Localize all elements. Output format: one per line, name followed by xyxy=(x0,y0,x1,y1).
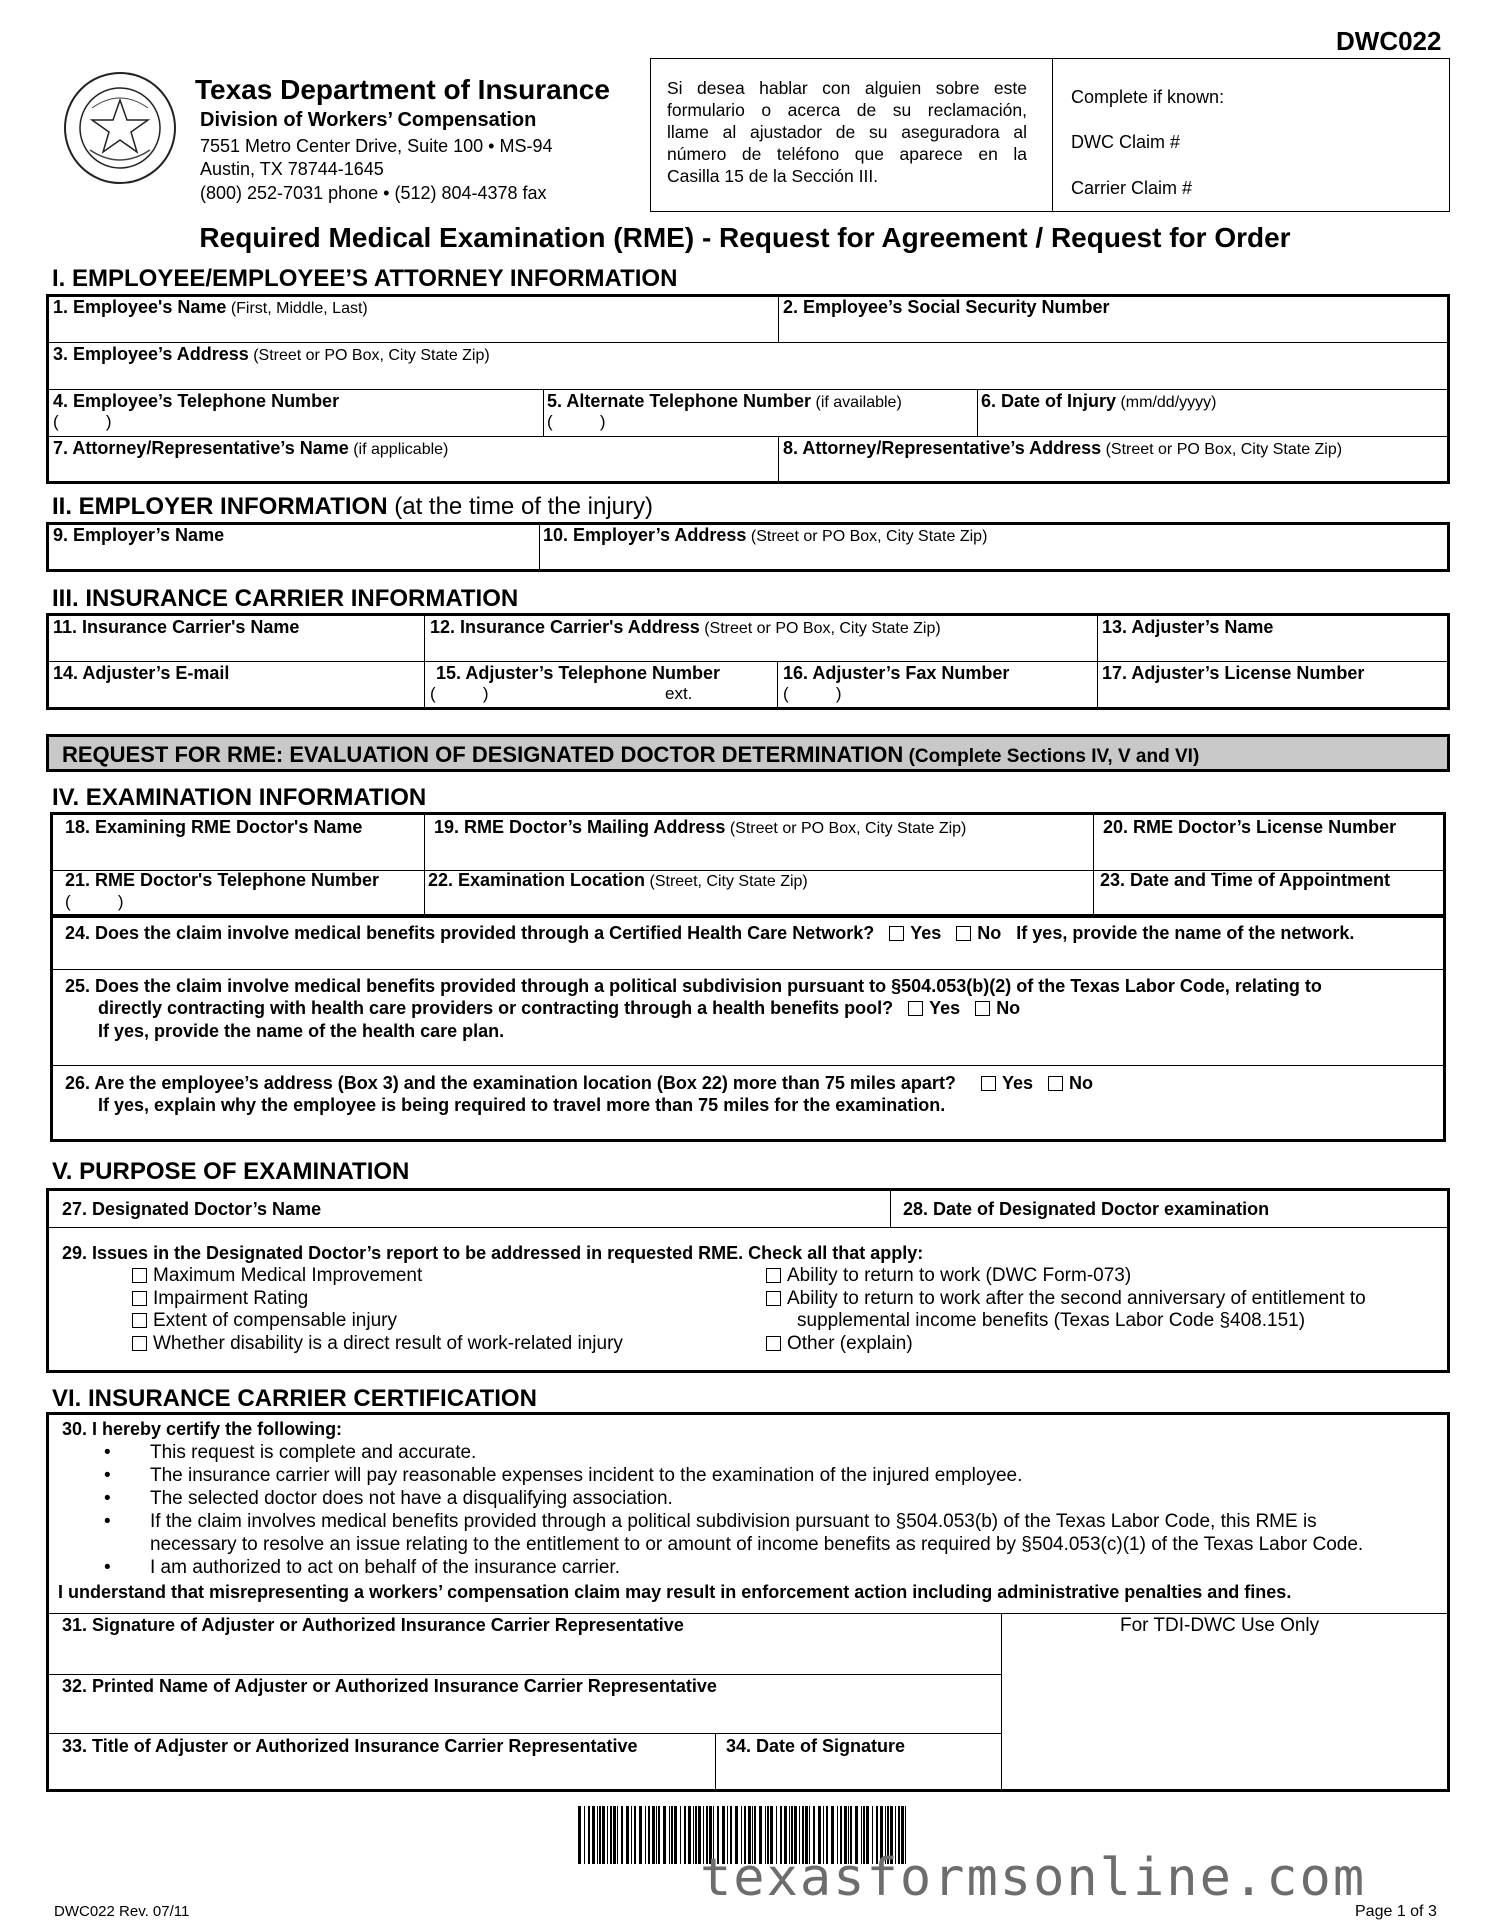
barcode-bar xyxy=(631,1806,632,1864)
impairment-rating-checkbox[interactable] xyxy=(132,1291,147,1306)
q29-option-cont: supplemental income benefits (Texas Labor Code §408.151) xyxy=(797,1310,1306,1331)
agency-division: Division of Workers’ Compensation xyxy=(200,109,537,131)
notice-box xyxy=(650,58,1450,212)
adjuster-phone-field[interactable]: 15. Adjuster’s Telephone Number xyxy=(436,663,721,683)
barcode-bar xyxy=(621,1806,623,1864)
designated-doctor-exam-date-field[interactable]: 28. Date of Designated Doctor examination xyxy=(903,1199,1270,1219)
spanish-notice-line: número de teléfono que aparece en la xyxy=(667,144,1027,164)
form-title: Required Medical Examination (RME) - Request for Agreement / Request for Order xyxy=(199,222,1291,253)
barcode-bar xyxy=(652,1806,655,1864)
q26-no-checkbox[interactable] xyxy=(1048,1076,1063,1091)
q29-right-options xyxy=(766,1265,1366,1355)
spanish-notice-line: formulario o acerca de su reclamación, xyxy=(667,100,1027,120)
q29-option: Whether disability is a direct result of work-related injury xyxy=(132,1333,623,1356)
exam-location-field[interactable]: 22. Examination Location (Street, City State Zip) xyxy=(428,870,808,890)
carrier-claim-field[interactable]: Carrier Claim # xyxy=(1071,178,1193,198)
barcode-bar xyxy=(634,1806,636,1864)
barcode-bar xyxy=(669,1806,670,1864)
section-3-heading: III. INSURANCE CARRIER INFORMATION xyxy=(52,585,519,612)
q29-option: Other (explain) xyxy=(766,1333,1366,1356)
return-to-work-checkbox[interactable] xyxy=(766,1268,781,1283)
barcode-bar xyxy=(578,1806,581,1864)
extent-of-injury-checkbox[interactable] xyxy=(132,1313,147,1328)
claim-box-title: Complete if known: xyxy=(1071,87,1225,107)
spanish-notice-line: Casilla 15 de la Sección III. xyxy=(667,166,879,186)
q24-yes-checkbox[interactable] xyxy=(889,926,904,941)
rme-doctor-address-field[interactable]: 19. RME Doctor’s Mailing Address (Street or PO Box, City State Zip) xyxy=(434,817,967,837)
certify-item: • This request is complete and accurate. xyxy=(104,1442,477,1463)
barcode-bar xyxy=(626,1806,629,1864)
q29-option: Maximum Medical Improvement xyxy=(132,1265,623,1288)
barcode-bar xyxy=(613,1806,616,1864)
barcode-bar xyxy=(695,1806,697,1864)
q25-line3: If yes, provide the name of the health care plan. xyxy=(98,1021,505,1041)
barcode-bar xyxy=(617,1806,618,1864)
adjuster-phone-area: ( ) xyxy=(430,684,489,703)
q25-line2: directly contracting with health care providers or contracting through a health benefits pool? Yes No xyxy=(98,998,1021,1018)
request-banner-note: (Complete Sections IV, V and VI) xyxy=(903,746,1200,767)
employee-address-field[interactable]: 3. Employee’s Address (Street or PO Box, City State Zip) xyxy=(53,344,490,364)
employee-ssn-field[interactable]: 2. Employee’s Social Security Number xyxy=(783,297,1110,317)
mmi-checkbox[interactable] xyxy=(132,1268,147,1283)
barcode-bar xyxy=(658,1806,660,1864)
rme-doctor-name-field[interactable]: 18. Examining RME Doctor's Name xyxy=(65,817,363,837)
alternate-phone-area: ( ) xyxy=(547,412,606,431)
attorney-name-field[interactable]: 7. Attorney/Representative’s Name (if applicable) xyxy=(53,438,449,458)
certify-item: • The selected doctor does not have a disqualifying association. xyxy=(104,1488,673,1509)
employer-name-field[interactable]: 9. Employer’s Name xyxy=(53,525,225,545)
q29-left-options xyxy=(132,1265,623,1355)
misrepresentation-warning: I understand that misrepresenting a workers’ compensation claim may result in enforcement action including administrative penalties and fines. xyxy=(58,1582,1292,1602)
barcode-bar xyxy=(639,1806,642,1864)
date-of-signature-field[interactable]: 34. Date of Signature xyxy=(726,1736,906,1756)
agency-name: Texas Department of Insurance xyxy=(195,74,610,105)
barcode-bar xyxy=(607,1806,608,1864)
texas-seal-icon xyxy=(62,70,178,186)
barcode-bar xyxy=(599,1806,601,1864)
office-use-label: For TDI-DWC Use Only xyxy=(1120,1615,1320,1636)
barcode-bar xyxy=(588,1806,590,1864)
request-banner xyxy=(46,734,1450,772)
barcode-bar xyxy=(610,1806,612,1864)
adjuster-fax-area: ( ) xyxy=(783,684,842,703)
designated-doctor-name-field[interactable]: 27. Designated Doctor’s Name xyxy=(62,1199,322,1219)
footer-page: Page 1 of 3 xyxy=(1355,1903,1437,1920)
footer-watermark: texasformsonline.com xyxy=(700,1848,1367,1908)
signature-field[interactable]: 31. Signature of Adjuster or Authorized Insurance Carrier Representative xyxy=(62,1615,684,1635)
agency-address1: 7551 Metro Center Drive, Suite 100 • MS-94 xyxy=(200,136,553,156)
q26-line2: If yes, explain why the employee is being required to travel more than 75 miles for the examination. xyxy=(98,1095,946,1115)
certify-item: • The insurance carrier will pay reasonable expenses incident to the examination of the injured employee. xyxy=(104,1465,1023,1486)
barcode-bar xyxy=(584,1806,585,1864)
title-field[interactable]: 33. Title of Adjuster or Authorized Insurance Carrier Representative xyxy=(62,1736,638,1756)
notice-divider xyxy=(1052,59,1053,211)
adjuster-fax-field[interactable]: 16. Adjuster’s Fax Number xyxy=(783,663,1010,683)
q25-line1: 25. Does the claim involve medical benefits provided through a political subdivision pursuant to §504.053(b)(2) of the Texas Labor Code, relating to xyxy=(65,976,1322,996)
certify-item: • If the claim involves medical benefits provided through a political subdivision pursuant to §504.053(b) of the Texas Labor Code, this RME is xyxy=(104,1511,1317,1532)
printed-name-field[interactable]: 32. Printed Name of Adjuster or Authorized Insurance Carrier Representative xyxy=(62,1676,717,1696)
q25-yes-checkbox[interactable] xyxy=(908,1001,923,1016)
employee-phone-area: ( ) xyxy=(53,412,112,431)
barcode-bar xyxy=(680,1806,681,1864)
section-5-heading: V. PURPOSE OF EXAMINATION xyxy=(52,1158,410,1185)
spanish-notice-line: Si desea hablar con alguien sobre este xyxy=(667,78,1027,98)
certify-heading: 30. I hereby certify the following: xyxy=(62,1419,343,1439)
adjuster-phone-ext: ext. xyxy=(665,684,693,703)
barcode-bar xyxy=(671,1806,673,1864)
q29-heading: 29. Issues in the Designated Doctor’s report to be addressed in requested RME. Check all that apply: xyxy=(62,1243,924,1263)
return-to-work-sib-checkbox[interactable] xyxy=(766,1291,781,1306)
q26-yes-checkbox[interactable] xyxy=(981,1076,996,1091)
employee-phone-field[interactable]: 4. Employee’s Telephone Number xyxy=(53,391,340,411)
q25-no-checkbox[interactable] xyxy=(975,1001,990,1016)
footer-revision: DWC022 Rev. 07/11 xyxy=(54,1903,190,1920)
q29-option: Extent of compensable injury xyxy=(132,1310,623,1333)
date-of-injury-field[interactable]: 6. Date of Injury (mm/dd/yyyy) xyxy=(981,391,1217,411)
carrier-address-field[interactable]: 12. Insurance Carrier's Address (Street or PO Box, City State Zip) xyxy=(430,617,941,637)
rme-doctor-phone-area: ( ) xyxy=(65,892,124,911)
adjuster-name-field[interactable]: 13. Adjuster’s Name xyxy=(1102,617,1274,637)
agency-address2: Austin, TX 78744-1645 xyxy=(200,159,384,179)
q24-network: 24. Does the claim involve medical benefits provided through a Certified Health Care Network? Yes No If yes, provide the name of the network. xyxy=(65,923,1355,943)
section-6-heading: VI. INSURANCE CARRIER CERTIFICATION xyxy=(52,1385,537,1412)
barcode-bar xyxy=(645,1806,646,1864)
certify-list xyxy=(104,1441,1363,1579)
adjuster-license-field[interactable]: 17. Adjuster’s License Number xyxy=(1102,663,1365,683)
barcode-bar xyxy=(674,1806,677,1864)
dwc-claim-field[interactable]: DWC Claim # xyxy=(1071,132,1181,152)
rme-doctor-phone-field[interactable]: 21. RME Doctor's Telephone Number xyxy=(65,870,379,890)
spanish-notice-line: llame al ajustador de su aseguradora al xyxy=(667,122,1027,142)
certify-item-cont: necessary to resolve an issue relating to the entitlement to or amount of income benefits as required by §504.053(c)(1) of the Texas Labor Code. xyxy=(150,1534,1364,1555)
barcode-bar xyxy=(693,1806,694,1864)
barcode-bar xyxy=(656,1806,657,1864)
barcode-bar xyxy=(592,1806,595,1864)
section-2-heading: II. EMPLOYER INFORMATION (at the time of the injury) xyxy=(52,493,654,520)
appointment-datetime-field[interactable]: 23. Date and Time of Appointment xyxy=(1100,870,1391,890)
adjuster-email-field[interactable]: 14. Adjuster’s E-mail xyxy=(53,663,230,683)
section-1-heading: I. EMPLOYEE/EMPLOYEE’S ATTORNEY INFORMATION xyxy=(52,265,678,292)
attorney-address-field[interactable]: 8. Attorney/Representative’s Address (Street or PO Box, City State Zip) xyxy=(783,438,1343,458)
q26-line1: 26. Are the employee’s address (Box 3) and the examination location (Box 22) more than 75 miles apart? Yes No xyxy=(65,1073,1094,1093)
q29-option: Ability to return to work after the second anniversary of entitlement to xyxy=(766,1288,1366,1311)
employer-address-field[interactable]: 10. Employer’s Address (Street or PO Box, City State Zip) xyxy=(543,525,988,545)
alternate-phone-field[interactable]: 5. Alternate Telephone Number (if available) xyxy=(547,391,902,411)
q29-option: Ability to return to work (DWC Form-073) xyxy=(766,1265,1366,1288)
barcode-bar xyxy=(688,1806,691,1864)
disability-checkbox[interactable] xyxy=(132,1336,147,1351)
form-id: DWC022 xyxy=(1336,26,1442,56)
employee-name-field[interactable]: 1. Employee's Name (First, Middle, Last) xyxy=(53,297,368,317)
rme-doctor-license-field[interactable]: 20. RME Doctor’s License Number xyxy=(1103,817,1397,837)
barcode-bar xyxy=(684,1806,686,1864)
q29-option: Impairment Rating xyxy=(132,1288,623,1311)
spanish-notice xyxy=(667,77,1027,187)
section-4-heading: IV. EXAMINATION INFORMATION xyxy=(52,784,427,811)
carrier-name-field[interactable]: 11. Insurance Carrier's Name xyxy=(53,617,300,637)
certify-item: • I am authorized to act on behalf of the insurance carrier. xyxy=(104,1557,620,1578)
barcode-bar xyxy=(597,1806,598,1864)
other-checkbox[interactable] xyxy=(766,1336,781,1351)
barcode-bar xyxy=(648,1806,650,1864)
q24-no-checkbox[interactable] xyxy=(956,926,971,941)
request-banner-text: REQUEST FOR RME: EVALUATION OF DESIGNATED DOCTOR DETERMINATION xyxy=(62,742,904,767)
barcode-bar xyxy=(602,1806,605,1864)
agency-phones: (800) 252-7031 phone • (512) 804-4378 fax xyxy=(200,183,547,203)
barcode-bar xyxy=(663,1806,666,1864)
